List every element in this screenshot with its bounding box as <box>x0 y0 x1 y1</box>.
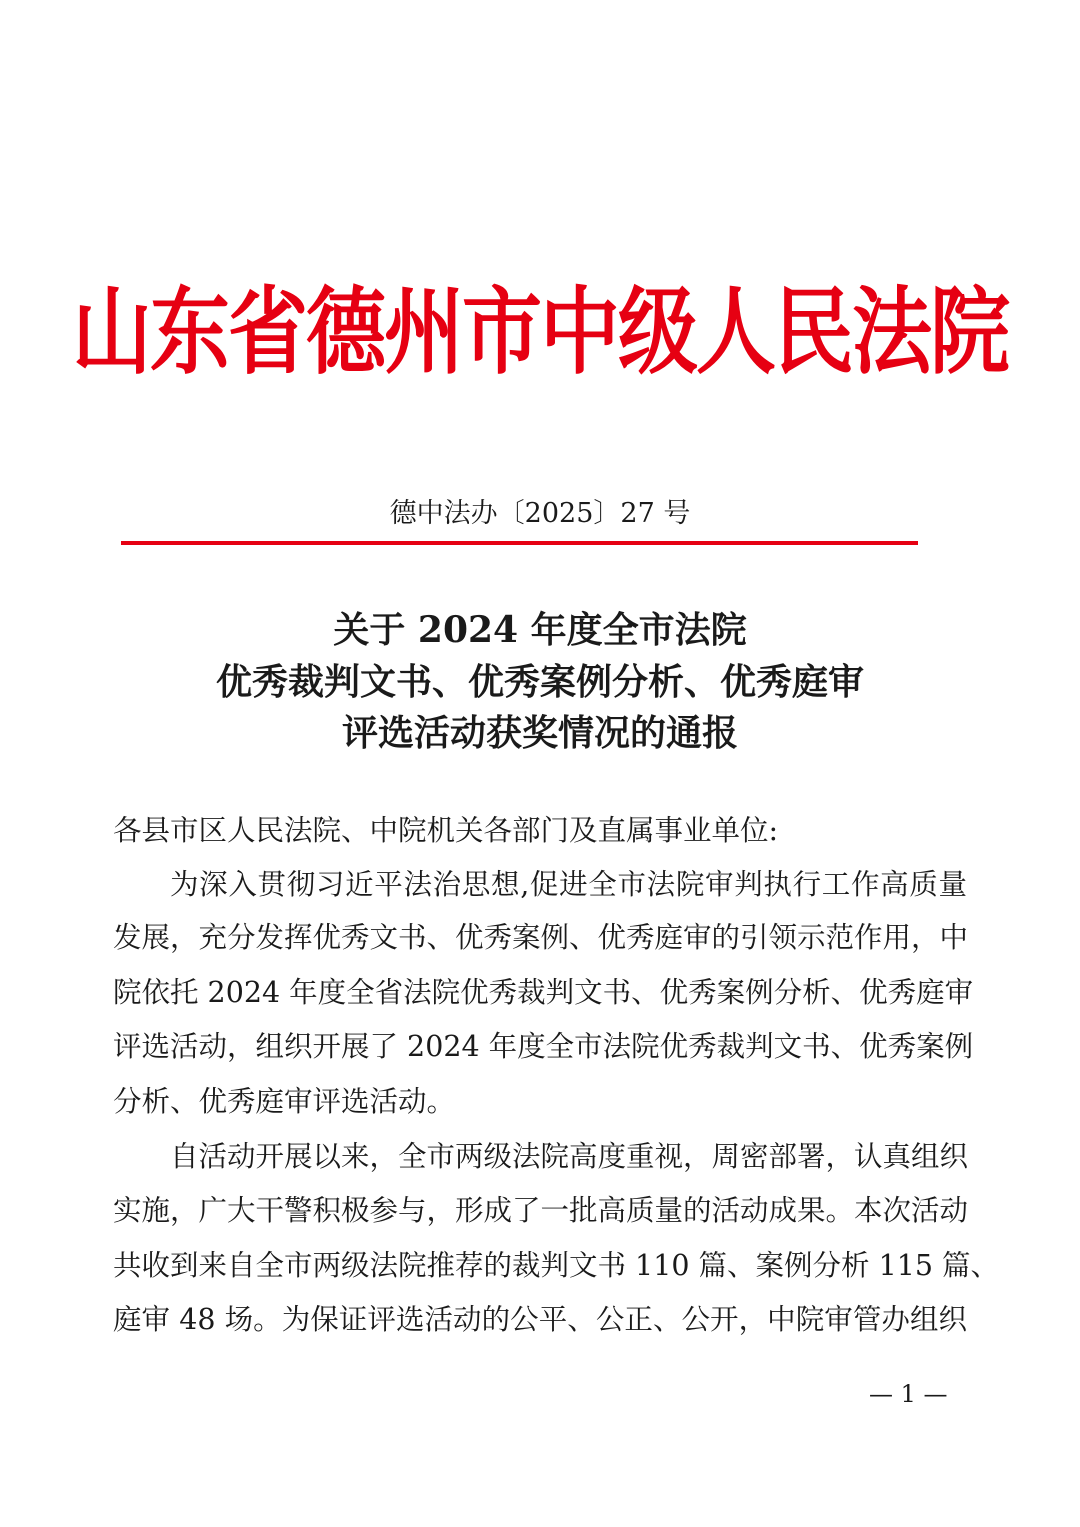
page-number: — 1 — <box>869 1380 948 1408</box>
paragraph-1-line-4: 评选活动，组织开展了 2024 年度全市法院优秀裁判文书、优秀案例 <box>113 1030 974 1063</box>
document-number: 德中法办〔2025〕27 号 <box>389 498 691 529</box>
notice-title-line-3: 评选活动获奖情况的通报 <box>341 712 738 754</box>
paragraph-1-line-2: 发展，充分发挥优秀文书、优秀案例、优秀庭审的引领示范作用，中 <box>113 921 969 954</box>
masthead-title: 山东省德州市中级人民法院 <box>72 277 1008 388</box>
paragraph-2-line-4: 庭审 48 场。为保证评选活动的公平、公正、公开，中院审管办组织 <box>113 1303 967 1336</box>
addressee: 各县市区人民法院、中院机关各部门及直属事业单位: <box>113 814 779 847</box>
paragraph-2-line-2: 实施，广大干警积极参与，形成了一批高质量的活动成果。本次活动 <box>113 1194 969 1227</box>
notice-title-line-1: 关于 2024 年度全市法院 <box>333 609 747 651</box>
paragraph-2-line-1: 自活动开展以来，全市两级法院高度重视，周密部署，认真组织 <box>170 1140 969 1173</box>
paragraph-1-line-5: 分析、优秀庭审评选活动。 <box>113 1085 456 1118</box>
paragraph-1-line-3: 院依托 2024 年度全省法院优秀裁判文书、优秀案例分析、优秀庭审 <box>113 976 974 1009</box>
notice-title-line-2: 优秀裁判文书、优秀案例分析、优秀庭审 <box>215 661 864 703</box>
paragraph-2-line-3: 共收到来自全市两级法院推荐的裁判文书 110 篇、案例分析 115 篇、 <box>113 1249 1000 1282</box>
paragraph-1-line-1: 为深入贯彻习近平法治思想,促进全市法院审判执行工作高质量 <box>170 868 967 901</box>
red-divider <box>121 541 918 545</box>
